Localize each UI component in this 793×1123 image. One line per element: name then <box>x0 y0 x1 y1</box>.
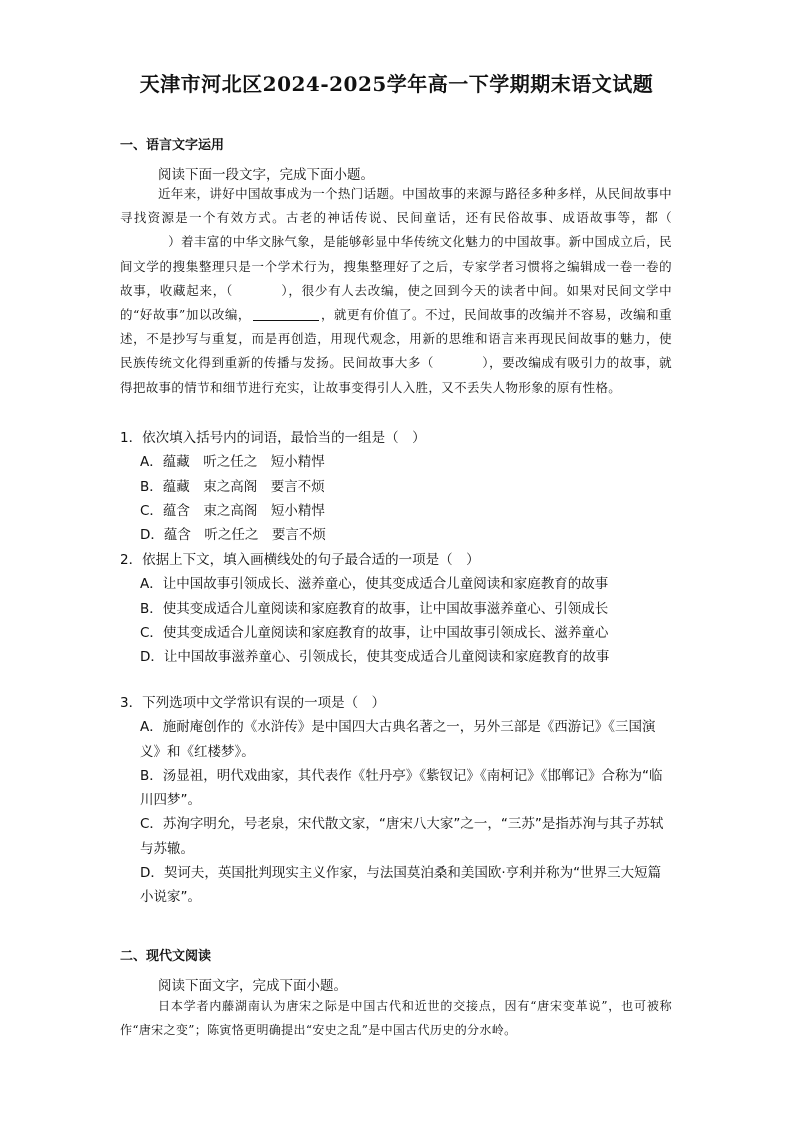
question-3 <box>120 691 680 910</box>
section-heading-2: 二、现代文阅读 <box>120 949 212 964</box>
passage-text: 近年来，讲好中国故事成为一个热门话题。中国故事的来源与路径多种多样，从民间故事中寻找资源是一个有效方式。古老的神话传说、民间童话，还有民俗故事、成语故事等，都（ <box>120 186 673 226</box>
option-d: D．让中国故事滋养童心、引领成长，使其变成适合儿童阅读和家庭教育的故事 <box>140 649 610 666</box>
passage-text: ，就更有价值了。不过，民间故事的改编并不容易，改编和重述，不是抄写与重复，而是再创造，用现代观念，用新的思维和语言来再现民间故事的魅力，使民族传统文化得到重新的传播与发扬。民间故事大多（ <box>120 307 672 371</box>
passage-text: ）着丰富的中华文脉气象，是能够彰显中华传统文化魅力的中国故事。新中国成立后，民间文学的搜集整理只是一个学术行为，搜集整理好了之后，专家学者习惯将之编辑成一卷一卷的故事，收藏起来，（ <box>120 234 672 298</box>
option-c: C．使其变成适合儿童阅读和家庭教育的故事，让中国故事引领成长、滋养童心 <box>140 624 609 641</box>
option-a: A．施耐庵创作的《水浒传》是中国四大古典名著之一，另外三部是《西游记》《三国演义》和《红楼梦》。 <box>140 719 656 760</box>
option-a: A．让中国故事引领成长、滋养童心，使其变成适合儿童阅读和家庭教育的故事 <box>140 576 609 593</box>
option-b: B．使其变成适合儿童阅读和家庭教育的故事，让中国故事滋养童心、引领成长 <box>140 600 609 617</box>
question-stem: 1．依次填入括号内的词语，最恰当的一组是（ ） <box>120 430 426 446</box>
section-intro-1: 阅读下面一段文字，完成下面小题。 <box>158 167 374 183</box>
section-heading-1: 一、语言文字运用 <box>120 138 225 153</box>
section-intro-2: 阅读下面文字，完成下面小题。 <box>158 978 347 994</box>
option-c: C．蕴含 束之高阁 短小精悍 <box>140 502 325 519</box>
question-stem: 2．依据上下文，填入画横线处的句子最合适的一项是（ ） <box>120 552 480 568</box>
question-stem: 3．下列选项中文学常识有误的一项是（ ） <box>120 695 386 711</box>
question-2 <box>120 548 680 669</box>
page-title: 天津市河北区2024-2025学年高一下学期期末语文试题 <box>139 72 654 96</box>
option-a: A．蕴藏 听之任之 短小精悍 <box>140 454 325 471</box>
passage-2: 日本学者内藤湖南认为唐宋之际是中国古代和近世的交接点，因有“唐宋变革说”，也可被称作“唐宋之变”；陈寅恪更明确提出“安史之乱”是中国古代历史的分水岭。 <box>120 999 672 1038</box>
question-1 <box>120 426 680 547</box>
option-b: B．汤显祖，明代戏曲家，其代表作《牡丹亭》《紫钗记》《南柯记》《邯郸记》合称为“临川四梦”。 <box>140 767 663 809</box>
option-c: C．苏洵字明允，号老泉，宋代散文家，“唐宋八大家”之一，“三苏”是指苏洵与其子苏轼与苏辙。 <box>140 816 664 857</box>
option-d: D．契诃夫，英国批判现实主义作家，与法国莫泊桑和美国欧·亨利并称为“世界三大短篇小说家”。 <box>140 865 662 906</box>
passage-text: ），很少有人去改编，使之回到今天的读者中间。如果对民间文学中的“好故事”加以改编， <box>120 282 672 323</box>
passage-text: ），要改编成有吸引力的故事，就得把故事的情节和细节进行充实，让故事变得引人入胜，又不丢失人物形象的原有性格。 <box>120 355 672 395</box>
option-d: D．蕴含 听之任之 要言不烦 <box>140 527 326 544</box>
option-b: B．蕴藏 束之高阁 要言不烦 <box>140 478 325 495</box>
passage-1 <box>120 182 672 400</box>
blank-underline <box>253 306 319 321</box>
